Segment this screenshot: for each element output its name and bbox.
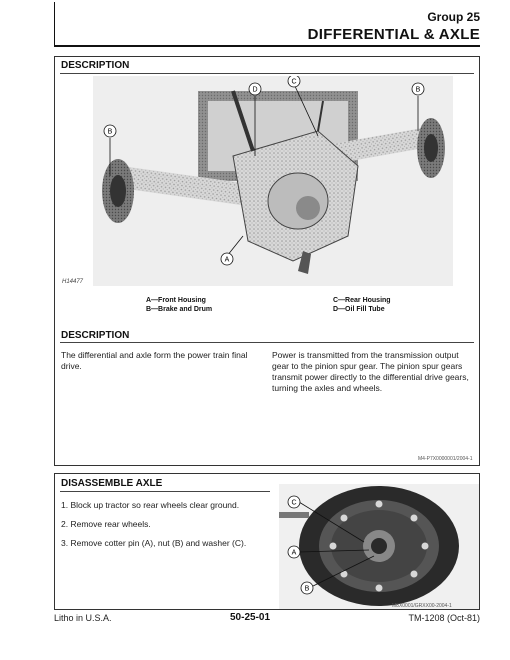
differential-axle-illustration <box>93 76 453 286</box>
wheel-hub-photo <box>279 484 479 609</box>
section-code: M4-P7X0000001/2004-1 <box>418 456 473 462</box>
disassemble-heading-rule <box>60 491 270 492</box>
group-label: Group 25 <box>427 10 480 24</box>
description-heading-rule <box>60 73 474 74</box>
description-heading-2: DESCRIPTION <box>61 330 130 341</box>
callout-a <box>221 253 233 265</box>
svg-text:D: D <box>252 86 258 94</box>
callout-c-hub <box>288 496 300 508</box>
page-title: DIFFERENTIAL & AXLE <box>307 26 480 43</box>
photo-code: M8X0001/GRXX00-2004-1 <box>392 603 452 609</box>
description-heading: DESCRIPTION <box>61 60 130 71</box>
svg-text:B: B <box>304 585 310 593</box>
disassemble-heading: DISASSEMBLE AXLE <box>61 478 163 489</box>
figure-id: H14477 <box>62 279 84 285</box>
callout-d <box>249 83 261 95</box>
caption-c: C—Rear Housing <box>333 297 391 304</box>
footer-page-number: 50-25-01 <box>230 612 271 623</box>
step-1: 1. Block up tractor so rear wheels clear ground. <box>61 500 240 510</box>
callout-b-left <box>104 125 116 137</box>
description-col-2: Power is transmitted from the transmission output gear to the pinion spur gear. The pinion spur gears transmit power directly to the differential drive gears, turning the axles and wheels. <box>272 350 469 393</box>
svg-text:A: A <box>291 549 297 557</box>
svg-text:C: C <box>291 499 297 507</box>
caption-d: D—Oil Fill Tube <box>333 306 385 313</box>
step-3: 3. Remove cotter pin (A), nut (B) and washer (C). <box>61 538 247 548</box>
svg-text:B: B <box>107 128 113 136</box>
title-rule <box>54 45 480 47</box>
svg-text:A: A <box>224 256 230 264</box>
callout-b-hub <box>301 582 313 594</box>
callout-c <box>288 76 300 87</box>
callout-b-right <box>412 83 424 95</box>
description-col-1: The differential and axle form the power train final drive. <box>61 350 248 371</box>
header-vertical-rule <box>54 2 55 45</box>
svg-text:B: B <box>415 86 421 94</box>
footer-litho: Litho in U.S.A. <box>54 613 112 623</box>
callout-a-hub <box>288 546 300 558</box>
svg-text:C: C <box>291 78 297 86</box>
footer-tm-number: TM-1208 (Oct-81) <box>408 613 480 623</box>
caption-a: A—Front Housing <box>146 297 206 304</box>
step-2: 2. Remove rear wheels. <box>61 519 151 529</box>
description-2-rule <box>60 342 474 343</box>
caption-b: B—Brake and Drum <box>146 306 213 313</box>
